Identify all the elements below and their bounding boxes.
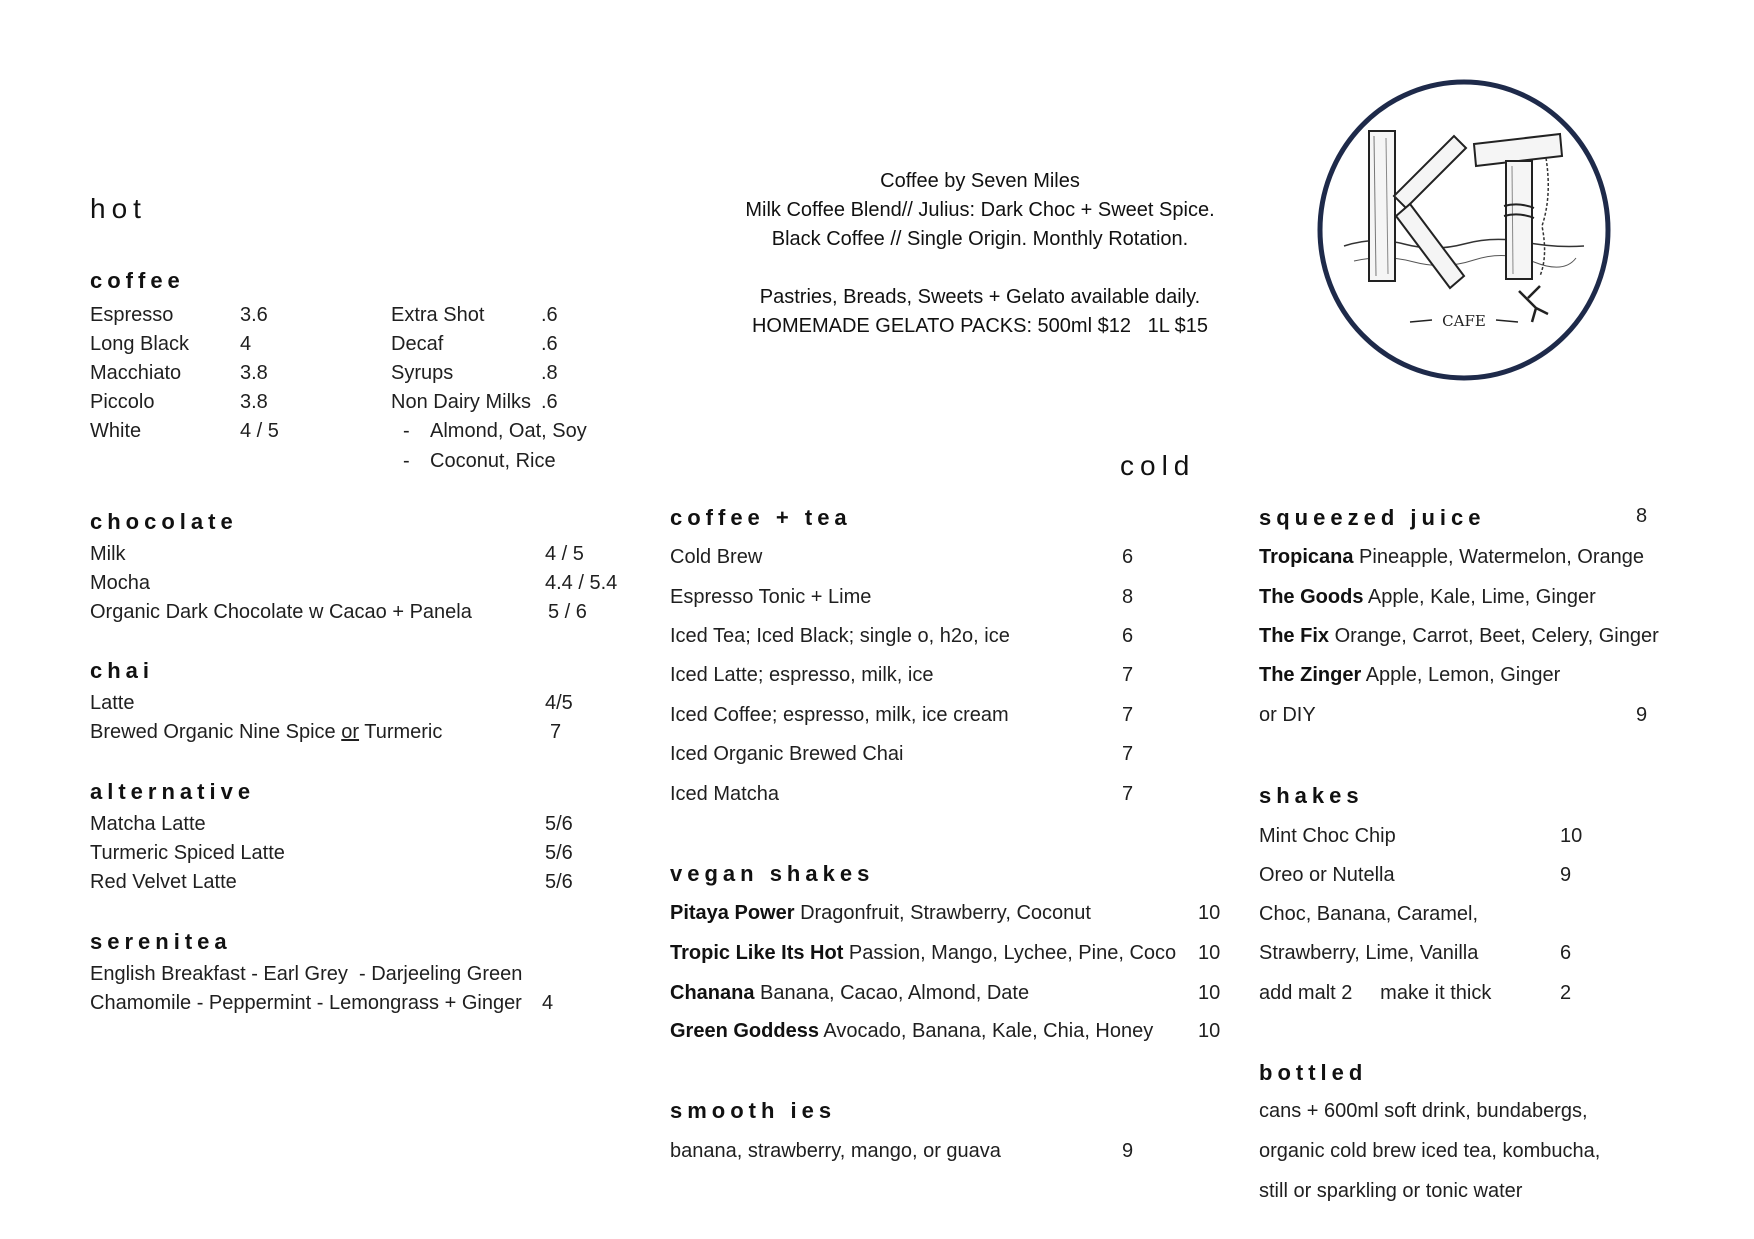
- item-desc: Orange, Carrot, Beet, Celery, Ginger: [1329, 625, 1659, 647]
- item-price: 6: [1560, 942, 1572, 964]
- extra-name: Decaf: [391, 333, 444, 355]
- extra-price: .6: [541, 304, 558, 326]
- item-name: Strawberry, Lime, Vanilla: [1259, 942, 1479, 964]
- item-price: 10: [1198, 982, 1221, 1004]
- item-name: Iced Matcha: [670, 783, 779, 805]
- item-name: Long Black: [90, 333, 189, 355]
- item-name: Choc, Banana, Caramel,: [1259, 903, 1479, 925]
- item-name: Iced Organic Brewed Chai: [670, 743, 904, 765]
- item-price: 5/6: [545, 871, 573, 893]
- item-price: 5/6: [545, 842, 573, 864]
- item-name: Latte: [90, 692, 135, 714]
- item-name: [670, 902, 1091, 925]
- item-price: 4/5: [545, 692, 573, 714]
- item-name-or: or: [341, 721, 360, 743]
- info-line: Pastries, Breads, Sweets + Gelato available daily.: [759, 286, 1201, 308]
- item-title: The Fix: [1259, 625, 1330, 647]
- item-name: [670, 942, 1176, 965]
- item-desc: Avocado, Banana, Kale, Chia, Honey: [818, 1020, 1154, 1042]
- item-title: The Goods: [1259, 586, 1364, 608]
- item-name: Iced Tea; Iced Black; single o, h2o, ice: [670, 625, 1010, 647]
- shakes-heading: shakes: [1259, 783, 1364, 808]
- item-desc: Pineapple, Watermelon, Orange: [1353, 546, 1645, 568]
- chai-heading: chai: [90, 658, 155, 683]
- item-price: 2: [1560, 982, 1572, 1004]
- cold-title: cold: [1120, 450, 1196, 481]
- item-name: banana, strawberry, mango, or guava: [670, 1140, 1001, 1162]
- item-desc: Banana, Cacao, Almond, Date: [754, 982, 1030, 1004]
- squeezed-juice-price: 8: [1636, 505, 1648, 527]
- milk-option: Almond, Oat, Soy: [430, 420, 587, 442]
- item-name: [1259, 625, 1659, 648]
- item-price: 9: [1636, 704, 1648, 726]
- info-line: Coffee by Seven Miles: [880, 170, 1080, 192]
- option-dash: -: [403, 450, 410, 472]
- serenitea-line-1: English Breakfast - Earl Grey - Darjeeling Green: [90, 963, 523, 985]
- item-price: 10: [1198, 1020, 1221, 1042]
- item-title: Green Goddess: [670, 1020, 819, 1042]
- item-name: Cold Brew: [670, 546, 763, 568]
- item-price: 4: [240, 333, 252, 355]
- item-title: Tropicana: [1259, 546, 1354, 568]
- extra-price: .6: [541, 391, 558, 413]
- extra-price: .6: [541, 333, 558, 355]
- item-name-part: Brewed Organic Nine Spice: [90, 721, 342, 743]
- item-title: Chanana: [670, 982, 755, 1004]
- item-name: Red Velvet Latte: [90, 871, 237, 893]
- hot-title: hot: [90, 193, 147, 224]
- item-desc: Dragonfruit, Strawberry, Coconut: [794, 902, 1091, 924]
- item-price: 10: [1560, 825, 1583, 847]
- item-price: 5 / 6: [548, 601, 587, 623]
- item-price: 5/6: [545, 813, 573, 835]
- chocolate-heading: chocolate: [90, 509, 238, 534]
- item-name: Macchiato: [90, 362, 182, 384]
- item-price: 4.4 / 5.4: [545, 572, 618, 594]
- item-price: 10: [1198, 902, 1221, 924]
- item-name: [670, 982, 1029, 1005]
- info-line: Milk Coffee Blend// Julius: Dark Choc + Sweet Spice.: [745, 199, 1215, 221]
- item-title: Tropic Like Its Hot: [670, 942, 844, 964]
- bottled-heading: bottled: [1259, 1060, 1368, 1085]
- serenitea-price: 4: [542, 992, 554, 1014]
- item-name: [1259, 664, 1560, 687]
- item-name: or DIY: [1259, 704, 1316, 726]
- item-name: Espresso Tonic + Lime: [670, 586, 872, 608]
- item-name-part: Turmeric: [359, 721, 443, 743]
- pier-posts-logo-icon: [1314, 76, 1614, 384]
- vegan-shakes-heading: vegan shakes: [670, 861, 875, 886]
- serenitea-line-2: Chamomile - Peppermint - Lemongrass + Ginger: [90, 992, 522, 1014]
- item-price: 9: [1560, 864, 1572, 886]
- item-name: Mocha: [90, 572, 151, 594]
- item-price: 4 / 5: [240, 420, 279, 442]
- extra-name: Syrups: [391, 362, 454, 384]
- item-name: Iced Coffee; espresso, milk, ice cream: [670, 704, 1009, 726]
- item-price: 8: [1122, 586, 1134, 608]
- bottled-line: organic cold brew iced tea, kombucha,: [1259, 1140, 1601, 1162]
- item-name: [1259, 586, 1596, 609]
- item-name: [1259, 546, 1644, 569]
- item-price: 3.8: [240, 391, 268, 413]
- item-price: 3.6: [240, 304, 268, 326]
- item-price: 9: [1122, 1140, 1134, 1162]
- item-price: 7: [550, 721, 562, 743]
- item-name: Mint Choc Chip: [1259, 825, 1396, 847]
- serenitea-heading: serenitea: [90, 929, 232, 954]
- coffee-heading: coffee: [90, 268, 185, 293]
- item-name: Matcha Latte: [90, 813, 206, 835]
- item-name: add malt 2 make it thick: [1259, 982, 1492, 1004]
- squeezed-juice-heading: squeezed juice: [1259, 505, 1486, 530]
- item-desc: Passion, Mango, Lychee, Pine, Coco: [843, 942, 1177, 964]
- item-name: Milk: [90, 543, 126, 565]
- extra-name: Extra Shot: [391, 304, 485, 326]
- item-price: 6: [1122, 546, 1134, 568]
- alternative-heading: alternative: [90, 779, 256, 804]
- smoothies-heading: smooth ies: [670, 1098, 837, 1123]
- bottled-line: still or sparkling or tonic water: [1259, 1180, 1523, 1202]
- option-dash: -: [403, 420, 410, 442]
- item-price: 3.8: [240, 362, 268, 384]
- item-name: Organic Dark Chocolate w Cacao + Panela: [90, 601, 472, 623]
- item-name: Piccolo: [90, 391, 155, 413]
- item-price: 7: [1122, 664, 1134, 686]
- item-price: 7: [1122, 704, 1134, 726]
- item-name: Iced Latte; espresso, milk, ice: [670, 664, 934, 686]
- item-name: [90, 721, 442, 744]
- info-block: [680, 167, 1280, 341]
- item-title: Pitaya Power: [670, 902, 795, 924]
- coffee-tea-heading: coffee + tea: [670, 505, 852, 530]
- info-line: HOMEMADE GELATO PACKS: 500ml $12 1L $15: [751, 315, 1209, 337]
- extra-price: .8: [541, 362, 558, 384]
- bottled-line: cans + 600ml soft drink, bundabergs,: [1259, 1100, 1588, 1122]
- info-line: Black Coffee // Single Origin. Monthly Rotation.: [771, 228, 1189, 250]
- extra-name: Non Dairy Milks: [391, 391, 532, 413]
- milk-option: Coconut, Rice: [430, 450, 556, 472]
- item-price: 6: [1122, 625, 1134, 647]
- item-price: 7: [1122, 743, 1134, 765]
- item-name: White: [90, 420, 142, 442]
- item-desc: Apple, Kale, Lime, Ginger: [1363, 586, 1596, 608]
- item-desc: Apple, Lemon, Ginger: [1361, 664, 1561, 686]
- logo-cafe-text: CAFE: [1442, 312, 1486, 330]
- item-price: 7: [1122, 783, 1134, 805]
- item-name: Espresso: [90, 304, 174, 326]
- item-name: Oreo or Nutella: [1259, 864, 1395, 886]
- item-title: The Zinger: [1259, 664, 1362, 686]
- item-name: Turmeric Spiced Latte: [90, 842, 285, 864]
- item-price: 4 / 5: [545, 543, 584, 565]
- item-price: 10: [1198, 942, 1221, 964]
- item-name: [670, 1020, 1153, 1043]
